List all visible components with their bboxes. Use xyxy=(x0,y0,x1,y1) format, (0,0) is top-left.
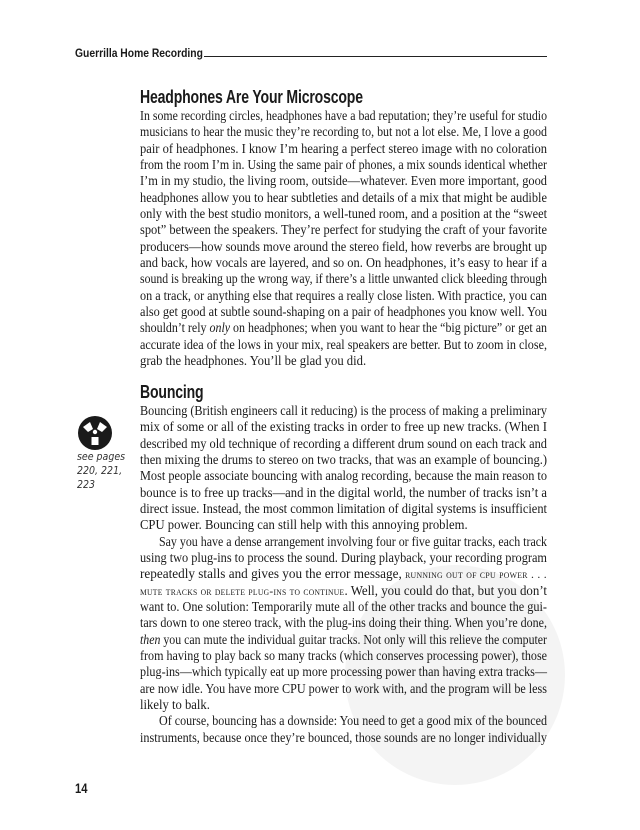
text-run: described my old technique of recording a different drum sound on each track and xyxy=(140,435,547,451)
text-line-content xyxy=(159,534,547,550)
text-run: also get good at subtle sound-shaping on a pair of headphones you know well. You xyxy=(140,303,547,319)
text-run: then mixing the drums to stereo on two tracks, that was an example of bouncing.) xyxy=(140,451,547,467)
text-line xyxy=(140,713,547,729)
section-heading-headphones: Headphones Are Your Microscope xyxy=(140,87,363,107)
text-line xyxy=(140,550,547,566)
text-line-content xyxy=(140,320,547,336)
text-line xyxy=(140,632,547,648)
text-line xyxy=(140,173,547,189)
text-line-content xyxy=(140,108,547,124)
sidenote-line: 220, 221, xyxy=(77,465,123,477)
text-run: . Well, you could do that, but you don’t xyxy=(344,582,547,598)
text-line-content xyxy=(140,648,547,664)
small-caps-text: mute tracks or delete plug-ins to continue xyxy=(140,583,345,598)
text-line xyxy=(140,403,547,419)
text-line-content xyxy=(140,124,547,140)
text-run: direct issue. Instead, the most common limitation of digital systems is insufficient xyxy=(140,500,547,516)
text-line-content xyxy=(140,222,547,238)
text-line-content xyxy=(140,664,547,680)
text-run: mix of some or all of the existing tracks in order to free up new tracks. (When I xyxy=(140,419,547,435)
text-run: repeatedly stalls and gives you the error message, xyxy=(140,566,406,582)
text-line xyxy=(140,222,547,238)
text-line xyxy=(140,485,547,501)
text-line xyxy=(140,501,547,517)
text-line-content xyxy=(140,452,547,468)
text-line-content xyxy=(140,681,547,697)
text-line-content xyxy=(140,517,468,533)
text-line-content xyxy=(140,337,547,353)
text-line xyxy=(140,517,547,533)
paragraph xyxy=(140,713,547,746)
text-run: instruments, because once they’re bounced, those sounds are no longer individually xyxy=(140,729,547,745)
text-run: spot” between the speakers. They’re perfect for studying the craft of your favorite xyxy=(140,222,547,238)
text-line-content xyxy=(140,697,210,713)
tape-reel-icon xyxy=(78,416,112,450)
text-line xyxy=(140,157,547,173)
text-run: on headphones; when you want to hear the “big picture” or get an xyxy=(230,320,548,336)
text-line-content xyxy=(140,288,547,304)
text-run: likely to balk. xyxy=(140,696,210,712)
text-run: pair of headphones. I know I’m hearing a perfect stereo image with no coloration xyxy=(140,140,547,156)
text-line xyxy=(140,681,547,697)
text-line-content xyxy=(140,157,547,173)
small-caps-text: running out of cpu power . . . xyxy=(405,567,547,582)
paragraph xyxy=(140,108,547,369)
text-line xyxy=(140,419,547,435)
text-line xyxy=(140,566,547,582)
text-line-content xyxy=(140,353,366,369)
text-line xyxy=(140,108,547,124)
text-run: CPU power. Bouncing can still help with this annoying problem. xyxy=(140,517,468,533)
header-rule xyxy=(204,56,547,57)
section-heading-bouncing: Bouncing xyxy=(140,382,204,402)
text-run: are now idle. You have more CPU power to work with, and the program will be less xyxy=(140,680,547,696)
text-run: In some recording circles, headphones have a bad reputation; they’re useful for studio xyxy=(140,108,547,123)
text-line-content xyxy=(140,501,547,517)
text-run: Bouncing (British engineers call it reducing) is the process of making a preliminary xyxy=(140,403,547,418)
text-line-content xyxy=(140,615,547,631)
text-line-content xyxy=(140,141,547,157)
text-line-content xyxy=(159,713,547,729)
text-line xyxy=(140,583,547,599)
text-line-content xyxy=(140,550,547,566)
text-line xyxy=(140,239,547,255)
text-run: accurate idea of the lows in your mix, real speakers are better. But to zoom in close, xyxy=(140,336,547,352)
text-line-content xyxy=(140,566,547,582)
text-run: plug-ins—which typically eat up more processing power than having extra tracks— xyxy=(140,664,547,680)
text-line xyxy=(140,648,547,664)
sidenote-line: 223 xyxy=(77,479,96,491)
text-line xyxy=(140,534,547,550)
text-run: only with the best studio monitors, a well-tuned room, and a position at the “sweet xyxy=(140,205,547,221)
text-run: grab the headphones. You’ll be glad you did. xyxy=(140,352,367,368)
text-line-content xyxy=(140,206,547,222)
text-line xyxy=(140,599,547,615)
cross-reference-note xyxy=(77,450,125,492)
text-line-content xyxy=(140,255,547,271)
paragraph xyxy=(140,534,547,714)
text-line xyxy=(140,141,547,157)
text-run: musicians to hear the music they’re recording to, but not a lot else. Me, I love a good xyxy=(140,124,547,140)
text-run: producers—how sounds move around the stereo field, how reverbs are brought up xyxy=(140,238,547,254)
text-run: want to. One solution: Temporarily mute all of the other tracks and bounce the gui- xyxy=(140,598,547,614)
text-run: and back, how vocals are layered, and so on. On headphones, it’s easy to hear if a xyxy=(140,254,547,270)
text-line xyxy=(140,255,547,271)
text-run: on a track, or anything else that requires a really close listen. With practice, you can xyxy=(140,287,547,303)
text-run: using two plug-ins to process the sound. During playback, your recording program xyxy=(140,549,547,565)
text-run: Most people associate bouncing with analog recording, because the main reason to xyxy=(140,468,547,484)
text-run: bounce is to free up tracks—and in the digital world, the number of tracks isn’t a xyxy=(140,484,547,500)
text-line xyxy=(140,320,547,336)
text-line-content xyxy=(140,239,547,255)
text-line xyxy=(140,452,547,468)
sidenote-line: see pages xyxy=(77,451,126,463)
text-line xyxy=(140,124,547,140)
text-line-content xyxy=(140,468,547,484)
text-line-content xyxy=(140,730,547,746)
text-run: I’m in my studio, the living room, outside—whatever. Even more important, good xyxy=(140,173,547,189)
text-run: from having to play back so many tracks (which conserves processing power), those xyxy=(140,647,547,663)
text-line-content xyxy=(140,173,547,189)
text-line xyxy=(140,190,547,206)
text-run: Say you have a dense arrangement involving four or five guitar tracks, each track xyxy=(159,533,547,549)
text-run: shouldn’t rely xyxy=(140,320,210,336)
text-line-content xyxy=(140,419,547,435)
text-line-content xyxy=(140,436,547,452)
text-run: headphones allow you to hear subtleties and details of a mix that might be audible xyxy=(140,189,547,205)
text-line-content xyxy=(140,271,547,287)
text-line xyxy=(140,468,547,484)
text-line-content xyxy=(140,583,547,599)
text-line-content xyxy=(140,304,547,320)
text-line-content xyxy=(140,190,547,206)
italic-text: only xyxy=(209,320,231,336)
text-line xyxy=(140,697,547,713)
text-line-content xyxy=(140,485,547,501)
text-line xyxy=(140,730,547,746)
text-line xyxy=(140,664,547,680)
running-head: Guerrilla Home Recording xyxy=(75,46,203,60)
page-number: 14 xyxy=(75,780,88,796)
text-run: from the room I’m in. Using the same pair of phones, a mix sounds identical whether xyxy=(140,156,547,172)
text-line xyxy=(140,304,547,320)
text-run: you can mute the individual guitar tracks. Not only will this relieve the computer xyxy=(160,631,547,647)
text-line xyxy=(140,353,547,369)
text-line xyxy=(140,615,547,631)
paragraph xyxy=(140,403,547,534)
text-line xyxy=(140,337,547,353)
text-line-content xyxy=(140,403,547,419)
text-line xyxy=(140,288,547,304)
italic-text: then xyxy=(140,631,161,647)
text-run: tars down to one stereo track, with the plug-ins doing their thing. When you’re done, xyxy=(140,615,547,631)
text-line-content xyxy=(140,632,547,648)
text-line xyxy=(140,206,547,222)
text-line xyxy=(140,436,547,452)
text-run: Of course, bouncing has a downside: You need to get a good mix of the bounced xyxy=(159,713,547,729)
text-line xyxy=(140,271,547,287)
text-run: sound is breaking up the wrong way, if there’s a little unwanted click bleeding through xyxy=(140,271,547,287)
text-line-content xyxy=(140,599,547,615)
